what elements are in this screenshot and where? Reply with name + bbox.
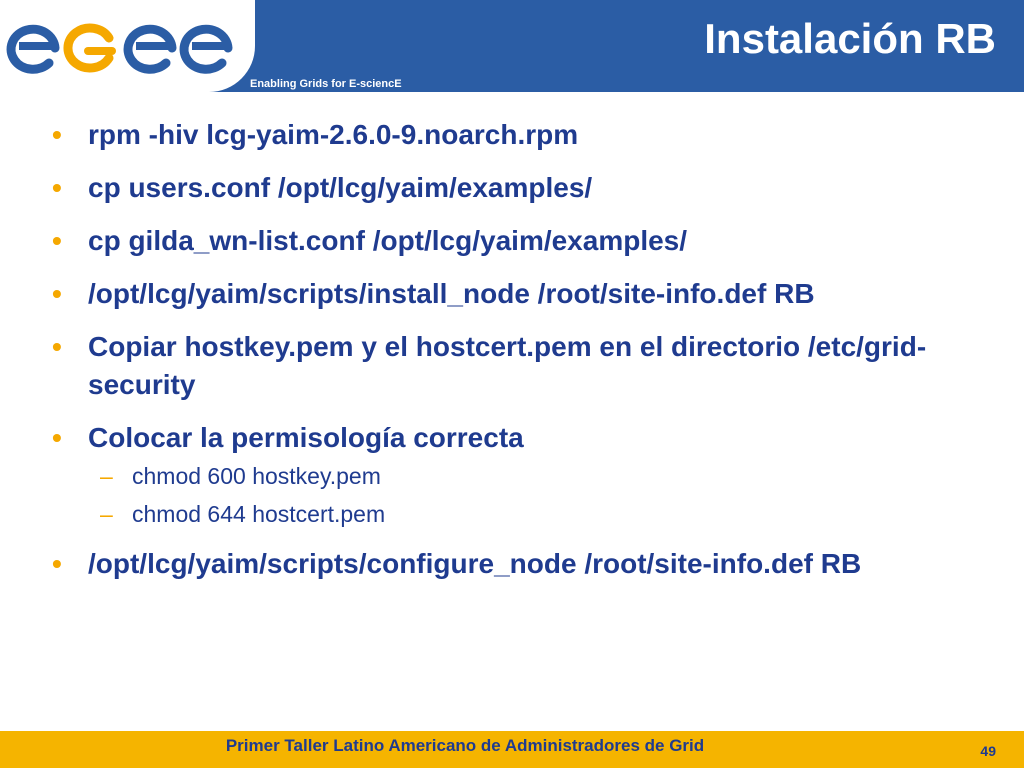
sub-bullet-text: chmod 644 hostcert.pem (132, 501, 386, 527)
page-number: 49 (980, 743, 996, 759)
bullet-list (48, 116, 988, 598)
egee-logo (0, 0, 255, 92)
bullet-icon: • (52, 331, 62, 362)
sub-bullet-item (48, 459, 988, 493)
bullet-item (48, 169, 988, 207)
bullet-item (48, 275, 988, 313)
bullet-icon: • (52, 548, 62, 579)
dash-icon: – (100, 501, 113, 527)
egee-logo-icon (0, 0, 255, 92)
bullet-icon: • (52, 172, 62, 203)
bullet-item (48, 116, 988, 154)
bullet-item (48, 222, 988, 260)
slide-title: Instalación RB (704, 15, 996, 62)
bullet-icon: • (52, 119, 62, 150)
footer-bar (0, 731, 1024, 768)
bullet-icon: • (52, 278, 62, 309)
bullet-item (48, 545, 988, 583)
bullet-text: rpm -hiv lcg-yaim-2.6.0-9.noarch.rpm (88, 119, 579, 150)
bullet-item (48, 419, 988, 457)
tagline: Enabling Grids for E-sciencE (250, 78, 402, 90)
bullet-text: cp users.conf /opt/lcg/yaim/examples/ (88, 172, 593, 203)
bullet-text: cp gilda_wn-list.conf /opt/lcg/yaim/examples/ (88, 225, 688, 256)
bullet-text: /opt/lcg/yaim/scripts/configure_node /root/site-info.def RB (88, 548, 862, 579)
sub-bullet-text: chmod 600 hostkey.pem (132, 463, 381, 489)
bullet-icon: • (52, 225, 62, 256)
bullet-icon: • (52, 422, 62, 453)
bullet-text: /opt/lcg/yaim/scripts/install_node /root/site-info.def RB (88, 278, 815, 309)
bullet-item (48, 328, 988, 404)
bullet-text: Colocar la permisología correcta (88, 422, 524, 453)
dash-icon: – (100, 463, 113, 489)
sub-bullet-item (48, 497, 988, 531)
bullet-text: Copiar hostkey.pem y el hostcert.pem en el directorio /etc/grid-security (88, 331, 927, 400)
footer-text: Primer Taller Latino Americano de Administradores de Grid (225, 736, 705, 755)
